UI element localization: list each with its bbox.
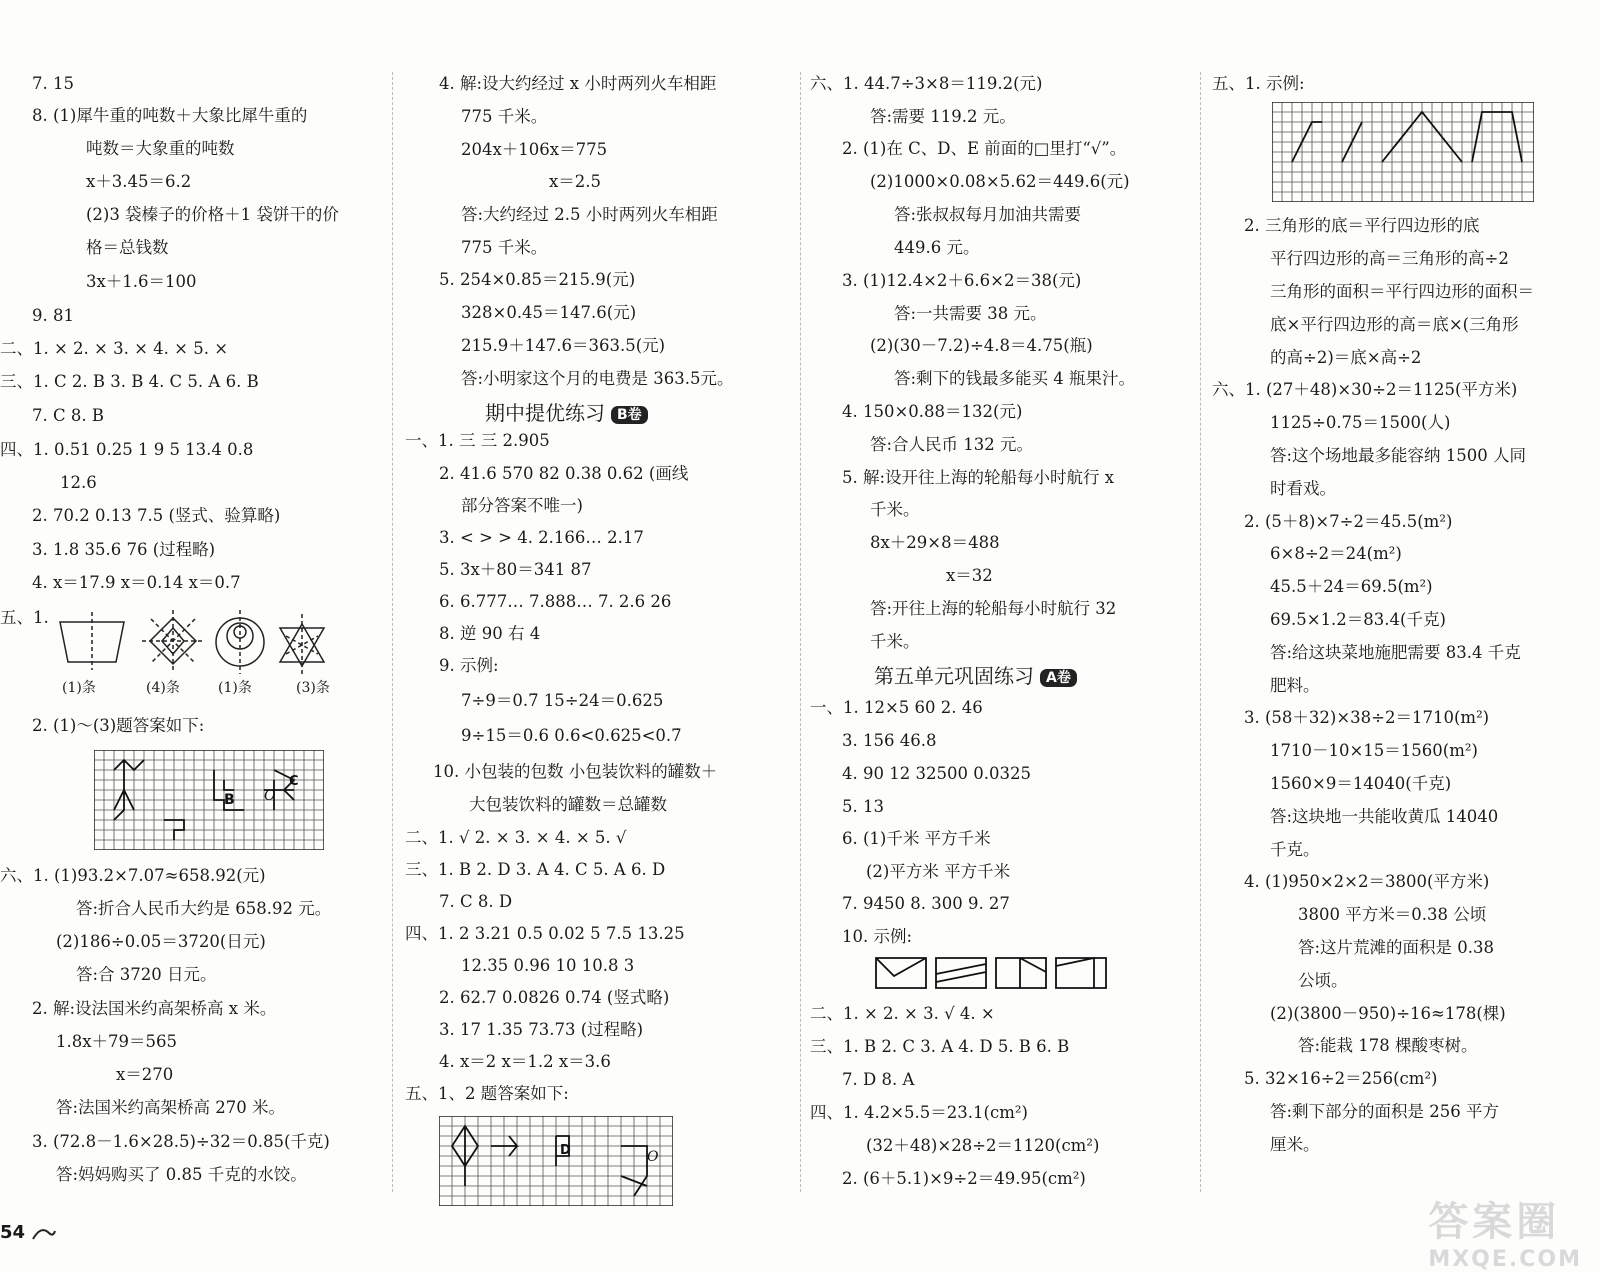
answer-line: 六、1. (27＋48)×30÷2＝1125(平方米) [1212,380,1518,399]
answer-line: 3. 17 1.35 73.73 (过程略) [439,1020,644,1039]
answer-line: 三、1. B 2. D 3. A 4. C 5. A 6. D [405,860,666,879]
answer-line: 答:合 3720 日元。 [76,965,217,984]
answer-line: 7. 9450 8. 300 9. 27 [842,894,1010,913]
section-heading-text: 期中提优练习 [485,401,605,425]
answer-line: (2)3 袋榛子的价格＋1 袋饼干的价 [86,205,339,224]
answer-line: 7÷9＝0.7̇ 15÷24＝0.625 [461,691,664,710]
answer-line: 答:张叔叔每月加油共需要 [894,205,1082,224]
answer-line: 204x＋106x＝775 [461,140,608,159]
answer-line: 7. 15 [32,74,74,93]
answer-line: 6. (1)千米 平方千米 [842,829,991,848]
answer-line: 5. 32×16÷2＝256(cm²) [1244,1069,1438,1088]
answer-line: 部分答案不唯一) [461,496,583,515]
answer-line: 六、1. 44.7÷3×8＝119.2(元) [810,74,1043,93]
answer-line: 4. (1)950×2×2＝3800(平方米) [1244,872,1490,891]
answer-line: 9. 81 [32,306,74,325]
answer-line: 答:大约经过 2.5 小时两列火车相距 [461,205,718,224]
answer-line: 答:小明家这个月的电费是 363.5元。 [461,369,734,388]
answer-line: 7. C 8. B [32,406,104,425]
answer-line: 12.35 0.96 10 10.8 3 [461,956,635,975]
answer-line: 答:这片荒滩的面积是 0.38 [1298,938,1495,957]
answer-line: 8. (1)犀牛重的吨数＋大象比犀牛重的 [32,106,308,125]
grid-point-d: D [560,1143,571,1158]
watermark-url: MXQE.COM [1428,1247,1582,1272]
answer-line: 7. D 8. A [842,1070,915,1089]
answer-line: (2)平方米 平方千米 [866,862,1011,881]
answer-line: 答:一共需要 38 元。 [894,304,1047,323]
section-heading-text: 第五单元巩固练习 [874,664,1034,688]
answer-line: 2. (1)～(3)题答案如下: [32,716,205,735]
answer-line: (32＋48)×28÷2＝1120(cm²) [866,1136,1100,1155]
answer-line: 5. 254×0.85＝215.9(元) [439,270,636,289]
answer-line: 9÷15＝0.6 0.6<0.625<0.7̇ [461,726,682,745]
answer-line: 五、1. [0,608,49,627]
answer-line: 3x＋1.6＝100 [86,272,197,291]
answer-line: 328×0.45＝147.6(元) [461,303,637,322]
answer-line: 公顷。 [1298,971,1348,990]
axis-count-label: (4)条 [146,680,180,696]
grid-drawing-answer [94,750,324,850]
answer-line: 2. (1)在 C、D、E 前面的□里打“√”。 [842,139,1127,158]
answer-line: 3. (72.8－1.6×28.5)÷32＝0.85(千克) [32,1132,330,1151]
answer-line: (2)(30－7.2)÷4.8＝4.75(瓶) [870,336,1093,355]
page-number [0,1222,57,1243]
axis-count-label: (3)条 [296,680,330,696]
answer-line: 五、1、2 题答案如下: [405,1084,569,1103]
answer-line: 的高÷2)＝底×高÷2 [1270,348,1422,367]
answer-line: 6×8÷2＝24(m²) [1270,544,1402,563]
answer-line: 千米。 [870,632,920,651]
answer-line: 答:折合人民币大约是 658.92 元。 [76,899,332,918]
answer-line: 775 千米。 [461,107,548,126]
answer-line: 平行四边形的高＝三角形的高÷2 [1270,249,1509,268]
answer-line: 千克。 [1270,840,1320,859]
answer-line: 3. < > > 4. 2.166… 2.17 [439,528,644,547]
answer-line: 四、1. 4.2×5.5＝23.1(cm²) [810,1103,1028,1122]
answer-line: 5. 13 [842,797,884,816]
answer-line: 二、1. × 2. × 3. × 4. × 5. × [0,339,229,358]
answer-line: 45.5＋24＝69.5(m²) [1270,577,1433,596]
grid-drawing-answer [1272,102,1534,202]
answer-line: 四、1. 0.51 0.25 1 9 5 13.4 0.8 [0,440,254,459]
circle-figure [216,610,264,674]
answer-line: 答:开往上海的轮船每小时航行 32 [870,599,1117,618]
answer-line: 答:剩下的钱最多能买 4 瓶果汁。 [894,369,1136,388]
page-number-text: 54 [0,1222,26,1243]
answer-line: 肥料。 [1270,676,1320,695]
answer-line: 千米。 [870,500,920,519]
answer-line: 一、1. 三 三 2.905 [405,431,550,450]
answer-line: 三、1. C 2. B 3. B 4. C 5. A 6. B [0,372,259,391]
grid-point-o: O [264,788,276,804]
page-decoration-icon [31,1223,57,1243]
answer-line: 一、1. 12×5 60 2. 46 [810,698,983,717]
answer-line: 答:这个场地最多能容纳 1500 人同 [1270,446,1527,465]
area-example-figures [874,954,1110,992]
section-heading [874,660,1077,689]
axis-count-label: (1)条 [218,680,252,696]
answer-line: 3. 156 46.8 [842,731,937,750]
answer-line: 答:剩下部分的面积是 256 平方 [1270,1102,1500,1121]
answer-line: (2)1000×0.08×5.62＝449.6(元) [870,172,1130,191]
section-heading [485,397,648,426]
answer-line: 答:需要 119.2 元。 [870,107,1016,126]
answer-line: 三、1. B 2. C 3. A 4. D 5. B 6. B [810,1037,1070,1056]
grid-point-c: C [289,774,299,789]
answer-line: 1.8x＋79＝565 [56,1032,178,1051]
axis-count-label: (1)条 [62,680,96,696]
answer-line: 12.6 [60,473,97,492]
answer-line: 10. 小包装的包数 小包装饮料的罐数＋ [433,762,718,781]
answer-line: 8x＋29×8＝488 [870,533,1000,552]
answer-line: 答:能栽 178 棵酸枣树。 [1298,1036,1478,1055]
answer-line: 底×平行四边形的高＝底×(三角形 [1270,315,1519,334]
answer-line: 2. (6＋5.1)×9÷2＝49.95(cm²) [842,1169,1086,1188]
answer-line: 六、1. (1)93.2×7.07≈658.92(元) [0,866,266,885]
answer-line: 答:这块地一共能收黄瓜 14040 [1270,807,1499,826]
badge-a: A卷 [1040,669,1077,687]
answer-line: 2. 70.2 0.13 7.5 (竖式、验算略) [32,506,281,525]
answer-line: 10. 示例: [842,927,913,946]
answer-line: 3800 平方米＝0.38 公顷 [1298,905,1487,924]
column-divider [392,72,393,1192]
answer-line: 2. 解:设法国米约高架桥高 x 米。 [32,999,277,1018]
trapezoid-figure [60,612,124,670]
answer-line: 五、1. 示例: [1212,74,1305,93]
answer-line: 三角形的面积＝平行四边形的面积＝ [1270,282,1534,301]
answer-line: x＝2.5 [549,172,602,191]
answer-line: 4. 解:设大约经过 x 小时两列火车相距 [439,74,717,93]
answer-line: 8. 逆 90 右 4 [439,624,541,643]
answer-line: 69.5×1.2＝83.4(千克) [1270,610,1446,629]
answer-line: 二、1. × 2. × 3. √ 4. × [810,1004,995,1023]
grid-drawing-answer [439,1116,673,1206]
answer-line: 775 千米。 [461,238,548,257]
column-divider [800,72,801,1192]
answer-line: 3. (58＋32)×38÷2＝1710(m²) [1244,708,1490,727]
answer-line: 4. x＝2 x＝1.2 x＝3.6 [439,1052,611,1071]
answer-line: 215.9＋147.6＝363.5(元) [461,336,666,355]
answer-line: 5. 解:设开往上海的轮船每小时航行 x [842,468,1115,487]
answer-line: x＝270 [116,1065,174,1084]
answer-line: 2. 62.7 0.0826 0.74 (竖式略) [439,988,670,1007]
answer-line: 4. x＝17.9 x＝0.14 x＝0.7 [32,573,241,592]
answer-line: 2. 41.6 570 82 0.38 0.62 (画线 [439,464,689,483]
answer-line: 吨数＝大象重的吨数 [86,139,235,158]
answer-line: 答:合人民币 132 元。 [870,435,1034,454]
answer-line: 9. 示例: [439,656,499,675]
answer-line: 1710－10×15＝1560(m²) [1270,741,1478,760]
answer-line: 6. 6.777… 7.888… 7. 2.6 26 [439,592,672,611]
answer-line: x＝32 [946,566,993,585]
answer-line: 449.6 元。 [894,238,980,257]
answer-line: 格＝总钱数 [86,238,169,257]
answer-line: 1125÷0.75＝1500(人) [1270,413,1451,432]
axis-symmetry-figures [56,610,356,680]
grid-point-o: O [647,1149,659,1165]
answer-line: x＋3.45＝6.2 [86,172,192,191]
answer-line: 厘米。 [1270,1135,1320,1154]
watermark [1428,1190,1582,1272]
answer-line: 5. 3x＋80＝341 87 [439,560,592,579]
answer-line: 二、1. √ 2. × 3. × 4. × 5. √ [405,828,627,847]
answer-line: 时看戏。 [1270,479,1336,498]
answer-line: 7. C 8. D [439,892,513,911]
answer-line: 1560×9＝14040(千克) [1270,774,1452,793]
column-divider [1200,72,1201,1192]
watermark-logo-text: 答案圈 [1428,1199,1561,1245]
answer-line: 4. 90 12 32500 0.0325 [842,764,1031,783]
triangle-figure [280,614,324,674]
answer-line: (2)186÷0.05＝3720(日元) [56,932,266,951]
diamond-figure [142,610,204,672]
answer-line: (2)(3800－950)÷16≈178(棵) [1270,1004,1506,1023]
answer-line: 2. 三角形的底＝平行四边形的底 [1244,216,1480,235]
answer-line: 大包装饮料的罐数＝总罐数 [469,795,667,814]
answer-line: 答:法国米约高架桥高 270 米。 [56,1098,286,1117]
answer-line: 2. (5＋8)×7÷2＝45.5(m²) [1244,512,1453,531]
answer-line: 四、1. 2 3.21 0.5 0.02 5 7.5 13.25 [405,924,685,943]
answer-line: 3. (1)12.4×2＋6.6×2＝38(元) [842,271,1082,290]
grid-point-b: B [224,792,235,808]
answer-line: 4. 150×0.88＝132(元) [842,402,1023,421]
answer-line: 答:妈妈购买了 0.85 千克的水饺。 [56,1165,307,1184]
answer-line: 答:给这块菜地施肥需要 83.4 千克 [1270,643,1521,662]
answer-line: 3. 1.8 35.6 76 (过程略) [32,540,216,559]
badge-b: B卷 [611,406,648,424]
